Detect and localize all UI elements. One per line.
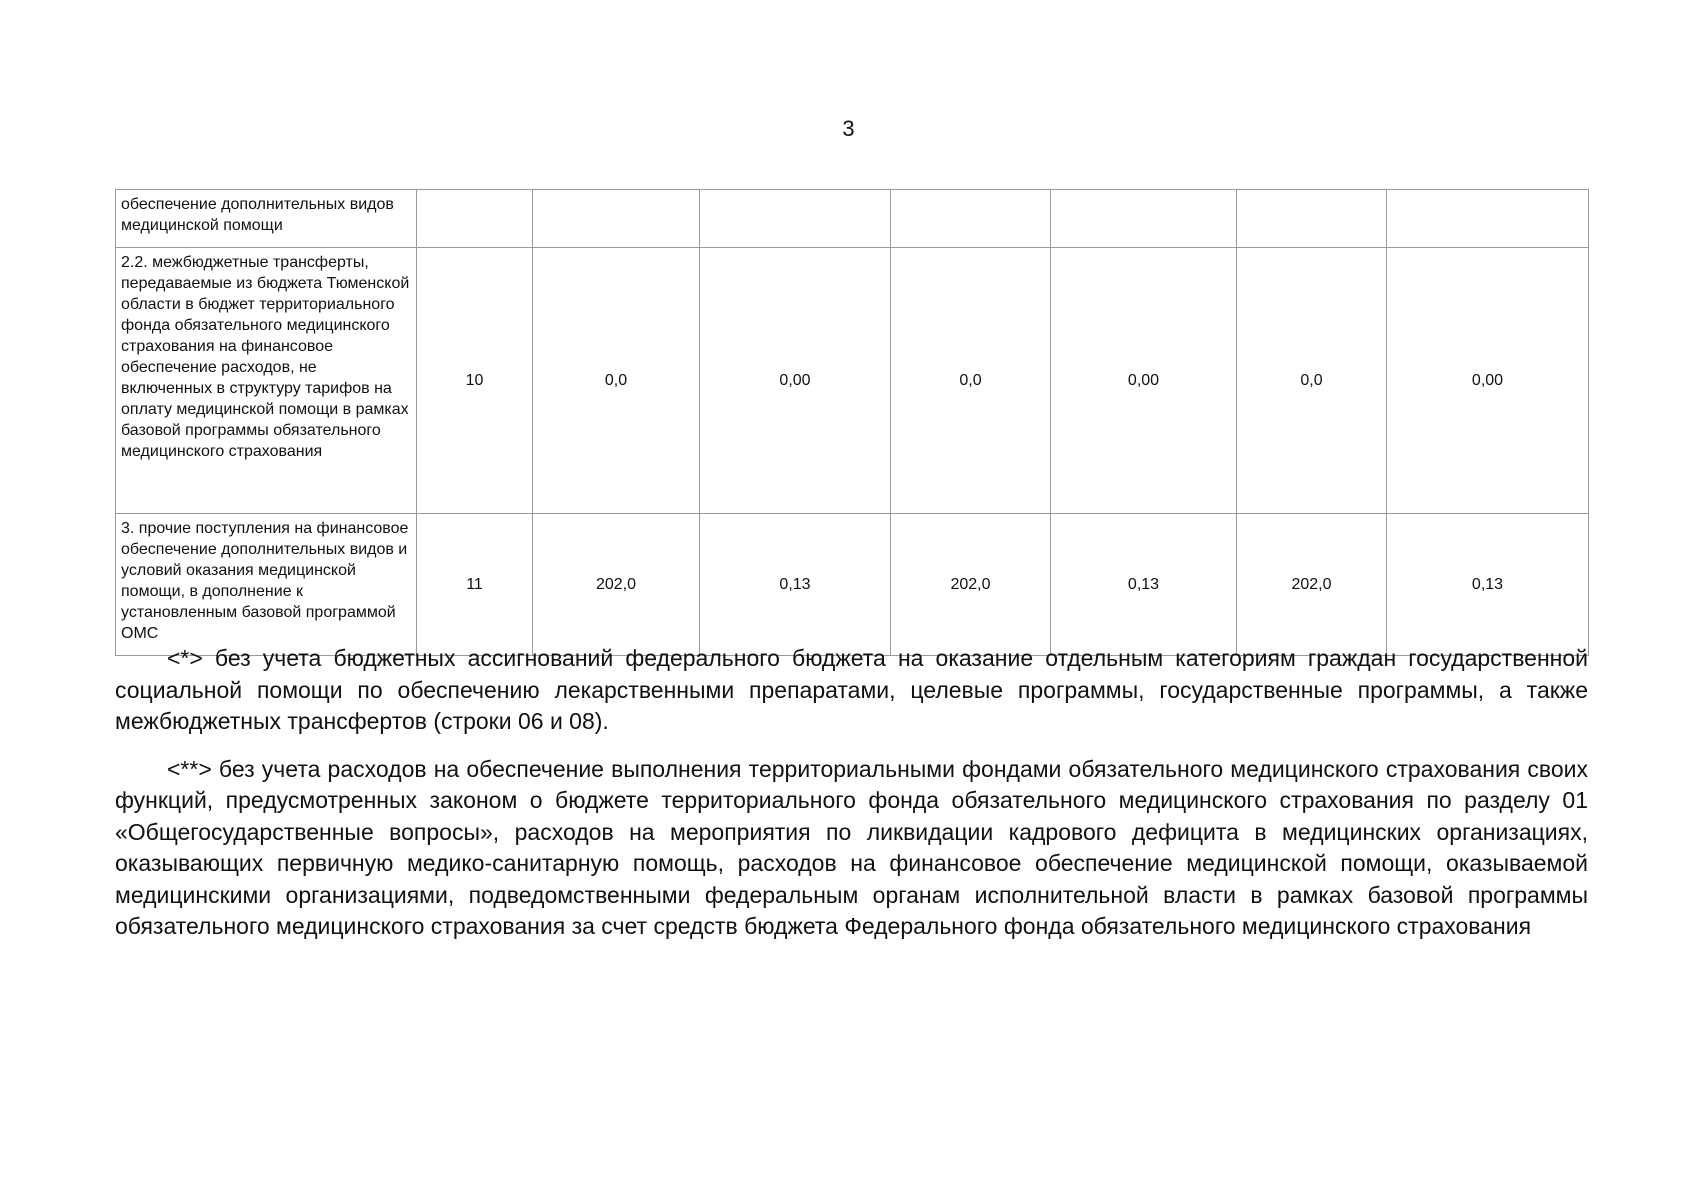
value-cell xyxy=(1237,190,1387,248)
footnote-double-asterisk: <**> без учета расходов на обеспечение выполнения территориальными фондами обязательного медицинского страхования своих функций, предусмотренных законом о бюджете территориального фонда обязательного медицинского страхования по разделу 01 «Общегосударственные вопросы», расходов на мероприятия по ликвидации кадрового дефицита в медицинских организациях, оказывающих первичную медико-санитарную помощь, расходов на финансовое обеспечение медицинской помощи, оказываемой медицинскими организациями, подведомственными федеральным органам исполнительной власти в рамках базовой программы обязательного медицинского страхования за счет средств бюджета Федерального фонда обязательного медицинского страхования xyxy=(115,755,1588,939)
page-number: 3 xyxy=(842,116,855,141)
value-cell: 202,0 xyxy=(1237,514,1387,656)
value-cell: 0,0 xyxy=(891,248,1051,514)
value-cell: 0,13 xyxy=(1387,514,1589,656)
value-cell: 202,0 xyxy=(533,514,700,656)
footnote-single-asterisk: <*> без учета бюджетных ассигнований федерального бюджета на оказание отдельным категориям граждан государственной социальной помощи по обеспечению лекарственными препаратами, целевые программы, государственные программы, а также межбюджетных трансфертов (строки 06 и 08). xyxy=(115,645,1588,734)
table-row xyxy=(116,190,1589,248)
value-cell: 0,00 xyxy=(1387,248,1589,514)
value-cell: 0,00 xyxy=(700,248,891,514)
value-cell: 0,00 xyxy=(1051,248,1237,514)
footnotes xyxy=(115,643,1588,943)
row-label-cell: 3. прочие поступления на финансовое обеспечение дополнительных видов и условий оказания медицинской помощи, в дополнение к установленным базовой программой ОМС xyxy=(116,514,417,656)
row-code-cell: 10 xyxy=(417,248,533,514)
value-cell: 0,0 xyxy=(533,248,700,514)
value-cell: 202,0 xyxy=(891,514,1051,656)
row-code-cell xyxy=(417,190,533,248)
value-cell xyxy=(1051,190,1237,248)
value-cell xyxy=(891,190,1051,248)
row-label-cell: 2.2. межбюджетные трансферты, передаваемые из бюджета Тюменской области в бюджет территориального фонда обязательного медицинского страхования на финансовое обеспечение расходов, не включенных в структуру тарифов на оплату медицинской помощи в рамках базовой программы обязательного медицинского страхования xyxy=(116,248,417,514)
value-cell: 0,0 xyxy=(1237,248,1387,514)
value-cell xyxy=(533,190,700,248)
row-code-cell: 11 xyxy=(417,514,533,656)
table-row xyxy=(116,514,1589,656)
value-cell xyxy=(1387,190,1589,248)
table-row xyxy=(116,248,1589,514)
value-cell: 0,13 xyxy=(1051,514,1237,656)
value-cell: 0,13 xyxy=(700,514,891,656)
finance-table xyxy=(115,189,1589,656)
row-label-cell: обеспечение дополнительных видов медицинской помощи xyxy=(116,190,417,248)
value-cell xyxy=(700,190,891,248)
